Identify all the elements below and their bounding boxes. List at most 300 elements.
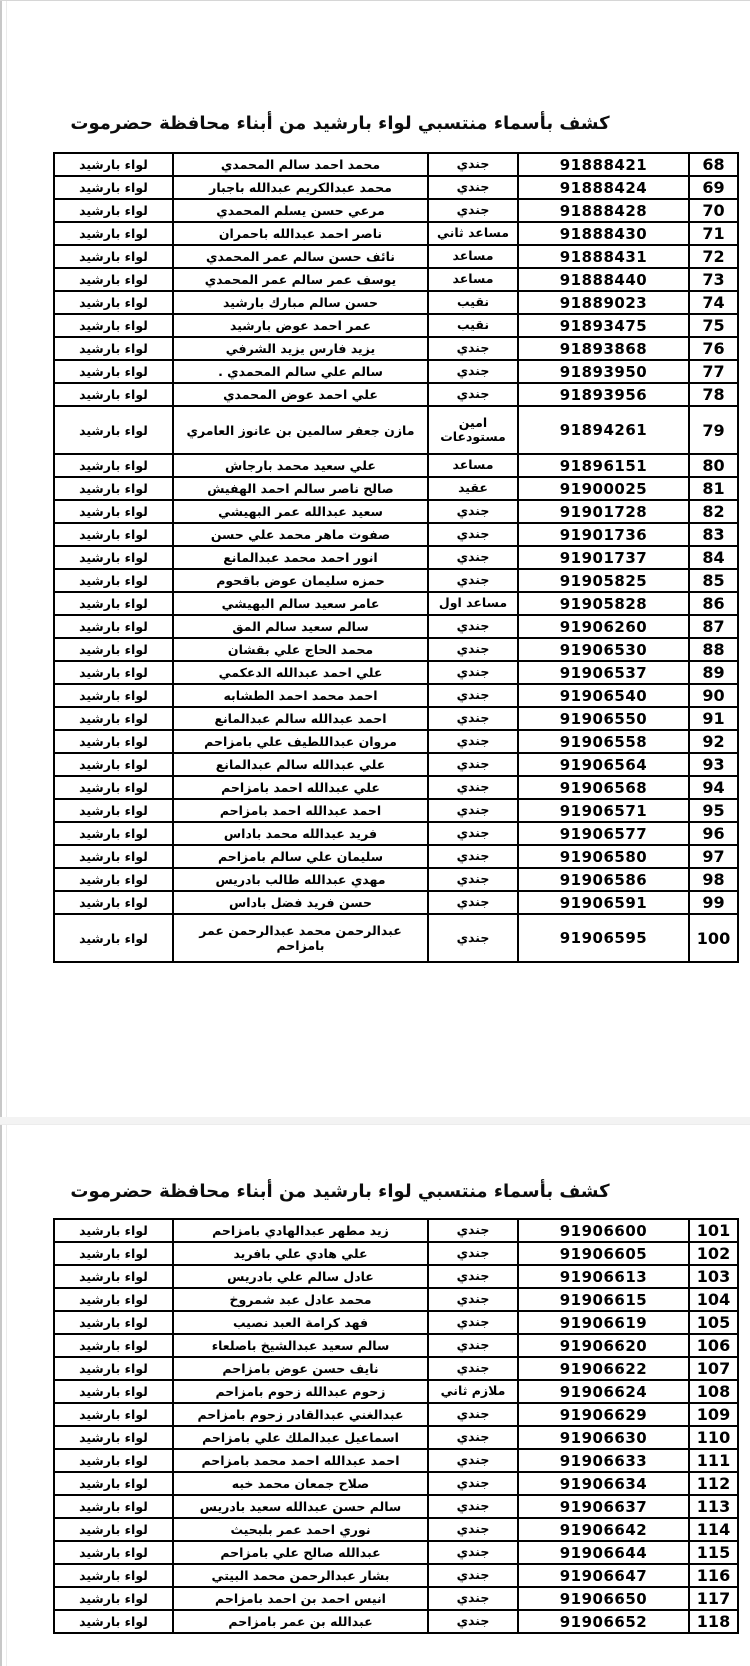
cell-serial-number: 77 [689, 360, 738, 383]
cell-phone-number: 91906577 [518, 822, 689, 845]
cell-serial-number: 105 [689, 1311, 738, 1334]
cell-serial-number: 70 [689, 199, 738, 222]
cell-phone-number: 91906647 [518, 1564, 689, 1587]
cell-serial-number: 102 [689, 1242, 738, 1265]
cell-serial-number: 72 [689, 245, 738, 268]
table-row [54, 845, 738, 868]
cell-serial-number: 99 [689, 891, 738, 914]
cell-rank: جندي [428, 615, 518, 638]
cell-unit: لواء بارشيد [54, 1426, 173, 1449]
cell-rank: جندي [428, 868, 518, 891]
cell-name: علي سعيد محمد بارجاش [173, 454, 428, 477]
cell-name: بشار عبدالرحمن محمد البيتي [173, 1564, 428, 1587]
cell-serial-number: 112 [689, 1472, 738, 1495]
cell-rank: جندي [428, 500, 518, 523]
cell-rank: جندي [428, 1219, 518, 1242]
cell-serial-number: 82 [689, 500, 738, 523]
cell-name: فريد عبدالله محمد باداس [173, 822, 428, 845]
scan-top-edge [0, 0, 750, 1]
cell-phone-number: 91906558 [518, 730, 689, 753]
cell-name: صفوت ماهر محمد علي حسن [173, 523, 428, 546]
cell-rank: مساعد ثاني [428, 222, 518, 245]
cell-rank: جندي [428, 569, 518, 592]
cell-name: عمر احمد عوض بارشيد [173, 314, 428, 337]
roster-table-page-2 [53, 1218, 739, 1634]
cell-rank: جندي [428, 337, 518, 360]
cell-name: فهد كرامة العبد نصيب [173, 1311, 428, 1334]
cell-rank: جندي [428, 1518, 518, 1541]
cell-name: صالح ناصر سالم احمد الهفيش [173, 477, 428, 500]
table-row [54, 1495, 738, 1518]
cell-phone-number: 91901728 [518, 500, 689, 523]
cell-unit: لواء بارشيد [54, 1610, 173, 1633]
table-row [54, 638, 738, 661]
cell-rank: عقيد [428, 477, 518, 500]
cell-serial-number: 73 [689, 268, 738, 291]
table-row [54, 1541, 738, 1564]
cell-unit: لواء بارشيد [54, 268, 173, 291]
cell-phone-number: 91906613 [518, 1265, 689, 1288]
cell-serial-number: 92 [689, 730, 738, 753]
cell-rank: نقيب [428, 291, 518, 314]
cell-unit: لواء بارشيد [54, 638, 173, 661]
cell-rank: جندي [428, 661, 518, 684]
table-row [54, 1334, 738, 1357]
cell-phone-number: 91906650 [518, 1587, 689, 1610]
cell-serial-number: 69 [689, 176, 738, 199]
table-row [54, 153, 738, 176]
cell-phone-number: 91906644 [518, 1541, 689, 1564]
cell-rank: جندي [428, 1495, 518, 1518]
cell-name: ناصر احمد عبدالله باحمران [173, 222, 428, 245]
cell-unit: لواء بارشيد [54, 337, 173, 360]
cell-name: يوسف عمر سالم عمر المحمدي [173, 268, 428, 291]
cell-phone-number: 91906595 [518, 914, 689, 962]
cell-serial-number: 84 [689, 546, 738, 569]
cell-serial-number: 100 [689, 914, 738, 962]
cell-serial-number: 75 [689, 314, 738, 337]
table-row [54, 1311, 738, 1334]
cell-serial-number: 87 [689, 615, 738, 638]
cell-rank: جندي [428, 199, 518, 222]
cell-serial-number: 93 [689, 753, 738, 776]
table-row [54, 822, 738, 845]
table-row [54, 799, 738, 822]
cell-phone-number: 91906591 [518, 891, 689, 914]
cell-rank: جندي [428, 153, 518, 176]
cell-phone-number: 91906633 [518, 1449, 689, 1472]
cell-serial-number: 98 [689, 868, 738, 891]
cell-serial-number: 96 [689, 822, 738, 845]
table-row [54, 661, 738, 684]
cell-phone-number: 91888430 [518, 222, 689, 245]
cell-unit: لواء بارشيد [54, 569, 173, 592]
cell-phone-number: 91906530 [518, 638, 689, 661]
cell-name: عادل سالم علي بادريس [173, 1265, 428, 1288]
cell-unit: لواء بارشيد [54, 477, 173, 500]
cell-unit: لواء بارشيد [54, 176, 173, 199]
cell-unit: لواء بارشيد [54, 891, 173, 914]
cell-phone-number: 91893475 [518, 314, 689, 337]
table-row [54, 1587, 738, 1610]
cell-rank: جندي [428, 1311, 518, 1334]
roster-table-page-1 [53, 152, 739, 963]
cell-phone-number: 91901736 [518, 523, 689, 546]
cell-serial-number: 78 [689, 383, 738, 406]
cell-serial-number: 88 [689, 638, 738, 661]
cell-unit: لواء بارشيد [54, 314, 173, 337]
cell-rank: جندي [428, 914, 518, 962]
table-row [54, 268, 738, 291]
cell-phone-number: 91901737 [518, 546, 689, 569]
cell-name: يزيد فارس يزيد الشرفي [173, 337, 428, 360]
table-row [54, 776, 738, 799]
table-row [54, 360, 738, 383]
cell-serial-number: 117 [689, 1587, 738, 1610]
cell-name: علي هادي علي بافريد [173, 1242, 428, 1265]
cell-unit: لواء بارشيد [54, 500, 173, 523]
cell-name: علي عبدالله سالم عبدالمانع [173, 753, 428, 776]
cell-name: حسن سالم مبارك بارشيد [173, 291, 428, 314]
cell-unit: لواء بارشيد [54, 1587, 173, 1610]
cell-unit: لواء بارشيد [54, 1334, 173, 1357]
cell-rank: جندي [428, 776, 518, 799]
cell-rank: جندي [428, 1288, 518, 1311]
cell-unit: لواء بارشيد [54, 523, 173, 546]
cell-rank: جندي [428, 707, 518, 730]
cell-name: حسن فريد فضل باداس [173, 891, 428, 914]
page-divider [0, 1117, 750, 1125]
cell-unit: لواء بارشيد [54, 661, 173, 684]
cell-phone-number: 91888424 [518, 176, 689, 199]
cell-unit: لواء بارشيد [54, 822, 173, 845]
cell-name: اسماعيل عبدالملك علي بامزاحم [173, 1426, 428, 1449]
cell-rank: جندي [428, 684, 518, 707]
cell-name: علي احمد عبدالله الدعكمي [173, 661, 428, 684]
cell-rank: امين مستودعات [428, 406, 518, 454]
table-row [54, 199, 738, 222]
cell-rank: جندي [428, 638, 518, 661]
cell-rank: مساعد [428, 454, 518, 477]
table-row [54, 454, 738, 477]
table-row [54, 337, 738, 360]
cell-phone-number: 91888428 [518, 199, 689, 222]
cell-phone-number: 91893950 [518, 360, 689, 383]
cell-rank: جندي [428, 799, 518, 822]
table-row [54, 1242, 738, 1265]
table-row [54, 1403, 738, 1426]
cell-phone-number: 91888440 [518, 268, 689, 291]
table-row [54, 753, 738, 776]
cell-serial-number: 83 [689, 523, 738, 546]
cell-unit: لواء بارشيد [54, 1518, 173, 1541]
cell-unit: لواء بارشيد [54, 199, 173, 222]
cell-name: حمزه سليمان عوض باقحوم [173, 569, 428, 592]
cell-phone-number: 91906615 [518, 1288, 689, 1311]
cell-name: عبدالله بن عمر بامزاحم [173, 1610, 428, 1633]
cell-serial-number: 76 [689, 337, 738, 360]
cell-unit: لواء بارشيد [54, 360, 173, 383]
cell-rank: جندي [428, 176, 518, 199]
cell-rank: جندي [428, 845, 518, 868]
cell-phone-number: 91906580 [518, 845, 689, 868]
cell-name: احمد عبدالله احمد بامزاحم [173, 799, 428, 822]
cell-phone-number: 91896151 [518, 454, 689, 477]
cell-serial-number: 81 [689, 477, 738, 500]
cell-serial-number: 94 [689, 776, 738, 799]
cell-phone-number: 91905828 [518, 592, 689, 615]
cell-unit: لواء بارشيد [54, 1311, 173, 1334]
cell-unit: لواء بارشيد [54, 868, 173, 891]
cell-phone-number: 91906624 [518, 1380, 689, 1403]
table-row [54, 523, 738, 546]
cell-name: عبدالله صالح علي بامزاحم [173, 1541, 428, 1564]
table-row [54, 914, 738, 962]
cell-name: انيس احمد بن احمد بامزاحم [173, 1587, 428, 1610]
cell-phone-number: 91893868 [518, 337, 689, 360]
cell-serial-number: 107 [689, 1357, 738, 1380]
cell-unit: لواء بارشيد [54, 1541, 173, 1564]
scan-left-margin-line [6, 0, 7, 1666]
cell-phone-number: 91906629 [518, 1403, 689, 1426]
table-row [54, 1518, 738, 1541]
cell-name: سليمان علي سالم بامزاحم [173, 845, 428, 868]
cell-unit: لواء بارشيد [54, 222, 173, 245]
cell-serial-number: 101 [689, 1219, 738, 1242]
cell-rank: ملازم ثاني [428, 1380, 518, 1403]
table-row [54, 222, 738, 245]
cell-rank: مساعد [428, 245, 518, 268]
table-row [54, 1357, 738, 1380]
cell-rank: جندي [428, 753, 518, 776]
cell-serial-number: 90 [689, 684, 738, 707]
table-row [54, 1288, 738, 1311]
cell-name: نائف حسن سالم عمر المحمدي [173, 245, 428, 268]
cell-serial-number: 108 [689, 1380, 738, 1403]
cell-name: علي احمد عوض المحمدي [173, 383, 428, 406]
cell-phone-number: 91906630 [518, 1426, 689, 1449]
cell-phone-number: 91905825 [518, 569, 689, 592]
cell-name: احمد عبدالله احمد محمد بامزاحم [173, 1449, 428, 1472]
cell-serial-number: 74 [689, 291, 738, 314]
cell-name: محمد عبدالكريم عبدالله باجبار [173, 176, 428, 199]
table-row [54, 291, 738, 314]
cell-rank: جندي [428, 1403, 518, 1426]
cell-serial-number: 97 [689, 845, 738, 868]
table-row [54, 383, 738, 406]
table-row [54, 868, 738, 891]
cell-serial-number: 113 [689, 1495, 738, 1518]
cell-rank: جندي [428, 822, 518, 845]
table-row [54, 569, 738, 592]
cell-name: احمد عبدالله سالم عبدالمانع [173, 707, 428, 730]
cell-name: صلاح جمعان محمد خبه [173, 1472, 428, 1495]
cell-name: انور احمد محمد عبدالمانع [173, 546, 428, 569]
cell-serial-number: 103 [689, 1265, 738, 1288]
scan-left-edge [0, 0, 2, 1666]
cell-serial-number: 109 [689, 1403, 738, 1426]
table-row [54, 730, 738, 753]
cell-name: مرعي حسن يسلم المحمدي [173, 199, 428, 222]
cell-phone-number: 91888421 [518, 153, 689, 176]
cell-rank: جندي [428, 1541, 518, 1564]
cell-name: مهدي عبدالله طالب بادريس [173, 868, 428, 891]
cell-unit: لواء بارشيد [54, 1265, 173, 1288]
table-row [54, 1265, 738, 1288]
cell-unit: لواء بارشيد [54, 845, 173, 868]
cell-phone-number: 91894261 [518, 406, 689, 454]
cell-phone-number: 91906564 [518, 753, 689, 776]
cell-unit: لواء بارشيد [54, 1219, 173, 1242]
cell-name: محمد الحاج علي بقشان [173, 638, 428, 661]
cell-rank: مساعد [428, 268, 518, 291]
cell-unit: لواء بارشيد [54, 776, 173, 799]
cell-phone-number: 91906571 [518, 799, 689, 822]
cell-phone-number: 91906619 [518, 1311, 689, 1334]
cell-phone-number: 91906568 [518, 776, 689, 799]
cell-unit: لواء بارشيد [54, 1403, 173, 1426]
cell-rank: جندي [428, 891, 518, 914]
cell-rank: نقيب [428, 314, 518, 337]
cell-phone-number: 91893956 [518, 383, 689, 406]
table-row [54, 1449, 738, 1472]
cell-rank: جندي [428, 1265, 518, 1288]
cell-unit: لواء بارشيد [54, 153, 173, 176]
cell-serial-number: 110 [689, 1426, 738, 1449]
cell-name: عبدالغني عبدالقادر زحوم بامزاحم [173, 1403, 428, 1426]
cell-serial-number: 106 [689, 1334, 738, 1357]
cell-unit: لواء بارشيد [54, 684, 173, 707]
cell-unit: لواء بارشيد [54, 1380, 173, 1403]
cell-serial-number: 116 [689, 1564, 738, 1587]
cell-serial-number: 91 [689, 707, 738, 730]
cell-rank: جندي [428, 1587, 518, 1610]
table-row [54, 546, 738, 569]
cell-name: سالم حسن عبدالله سعيد بادريس [173, 1495, 428, 1518]
cell-name: مروان عبداللطيف علي بامزاحم [173, 730, 428, 753]
page-title: كشف بأسماء منتسبي لواء بارشيد من أبناء محافظة حضرموت [70, 1181, 610, 1202]
cell-name: نايف حسن عوض بامزاحم [173, 1357, 428, 1380]
cell-unit: لواء بارشيد [54, 383, 173, 406]
cell-phone-number: 91906620 [518, 1334, 689, 1357]
cell-name: سعيد عبدالله عمر البهيشي [173, 500, 428, 523]
cell-name: سالم سعيد عبدالشيخ باصلعاء [173, 1334, 428, 1357]
table-row [54, 406, 738, 454]
cell-rank: جندي [428, 1426, 518, 1449]
cell-unit: لواء بارشيد [54, 914, 173, 962]
cell-name: زيد مطهر عبدالهادي بامزاحم [173, 1219, 428, 1242]
cell-serial-number: 115 [689, 1541, 738, 1564]
cell-phone-number: 91906540 [518, 684, 689, 707]
cell-name: مازن جعفر سالمين بن عانوز العامري [173, 406, 428, 454]
table-row [54, 615, 738, 638]
cell-unit: لواء بارشيد [54, 406, 173, 454]
cell-rank: جندي [428, 1564, 518, 1587]
table-row [54, 1564, 738, 1587]
cell-unit: لواء بارشيد [54, 1449, 173, 1472]
cell-phone-number: 91906537 [518, 661, 689, 684]
table-row [54, 245, 738, 268]
cell-serial-number: 104 [689, 1288, 738, 1311]
cell-phone-number: 91906260 [518, 615, 689, 638]
page-title: كشف بأسماء منتسبي لواء بارشيد من أبناء محافظة حضرموت [70, 113, 610, 134]
cell-rank: جندي [428, 1449, 518, 1472]
cell-name: نوري احمد عمر بلبحيث [173, 1518, 428, 1541]
cell-unit: لواء بارشيد [54, 1288, 173, 1311]
cell-rank: جندي [428, 546, 518, 569]
table-row [54, 707, 738, 730]
cell-unit: لواء بارشيد [54, 546, 173, 569]
cell-rank: جندي [428, 360, 518, 383]
cell-unit: لواء بارشيد [54, 1472, 173, 1495]
cell-unit: لواء بارشيد [54, 1564, 173, 1587]
cell-rank: مساعد اول [428, 592, 518, 615]
cell-unit: لواء بارشيد [54, 753, 173, 776]
cell-unit: لواء بارشيد [54, 1495, 173, 1518]
cell-rank: جندي [428, 1610, 518, 1633]
cell-name: احمد محمد احمد الطشابه [173, 684, 428, 707]
cell-unit: لواء بارشيد [54, 1242, 173, 1265]
cell-unit: لواء بارشيد [54, 245, 173, 268]
cell-rank: جندي [428, 1357, 518, 1380]
cell-name: سالم علي سالم المحمدي . [173, 360, 428, 383]
cell-serial-number: 68 [689, 153, 738, 176]
cell-rank: جندي [428, 730, 518, 753]
table-row [54, 1426, 738, 1449]
cell-serial-number: 80 [689, 454, 738, 477]
cell-rank: جندي [428, 1472, 518, 1495]
cell-serial-number: 89 [689, 661, 738, 684]
cell-rank: جندي [428, 523, 518, 546]
cell-phone-number: 91906550 [518, 707, 689, 730]
table-row [54, 477, 738, 500]
cell-rank: جندي [428, 383, 518, 406]
table-row [54, 684, 738, 707]
table-row [54, 891, 738, 914]
table-row [54, 1472, 738, 1495]
cell-unit: لواء بارشيد [54, 291, 173, 314]
cell-serial-number: 86 [689, 592, 738, 615]
cell-phone-number: 91906605 [518, 1242, 689, 1265]
cell-phone-number: 91906634 [518, 1472, 689, 1495]
table-row [54, 1380, 738, 1403]
cell-name: سالم سعيد سالم المق [173, 615, 428, 638]
cell-name: علي عبدالله احمد بامزاحم [173, 776, 428, 799]
cell-serial-number: 114 [689, 1518, 738, 1541]
cell-name: عبدالرحمن محمد عبدالرحمن عمر بامزاحم [173, 914, 428, 962]
cell-phone-number: 91906652 [518, 1610, 689, 1633]
cell-serial-number: 85 [689, 569, 738, 592]
cell-phone-number: 91888431 [518, 245, 689, 268]
cell-unit: لواء بارشيد [54, 615, 173, 638]
table-row [54, 314, 738, 337]
cell-name: زحوم عبدالله زحوم بامزاحم [173, 1380, 428, 1403]
table-row [54, 500, 738, 523]
cell-serial-number: 95 [689, 799, 738, 822]
cell-unit: لواء بارشيد [54, 454, 173, 477]
cell-phone-number: 91900025 [518, 477, 689, 500]
cell-unit: لواء بارشيد [54, 799, 173, 822]
cell-serial-number: 111 [689, 1449, 738, 1472]
cell-name: عامر سعيد سالم البهيشي [173, 592, 428, 615]
cell-unit: لواء بارشيد [54, 1357, 173, 1380]
cell-name: محمد عادل عبد شمروخ [173, 1288, 428, 1311]
cell-serial-number: 118 [689, 1610, 738, 1633]
table-row [54, 592, 738, 615]
cell-rank: جندي [428, 1334, 518, 1357]
table-row [54, 1610, 738, 1633]
cell-phone-number: 91906622 [518, 1357, 689, 1380]
